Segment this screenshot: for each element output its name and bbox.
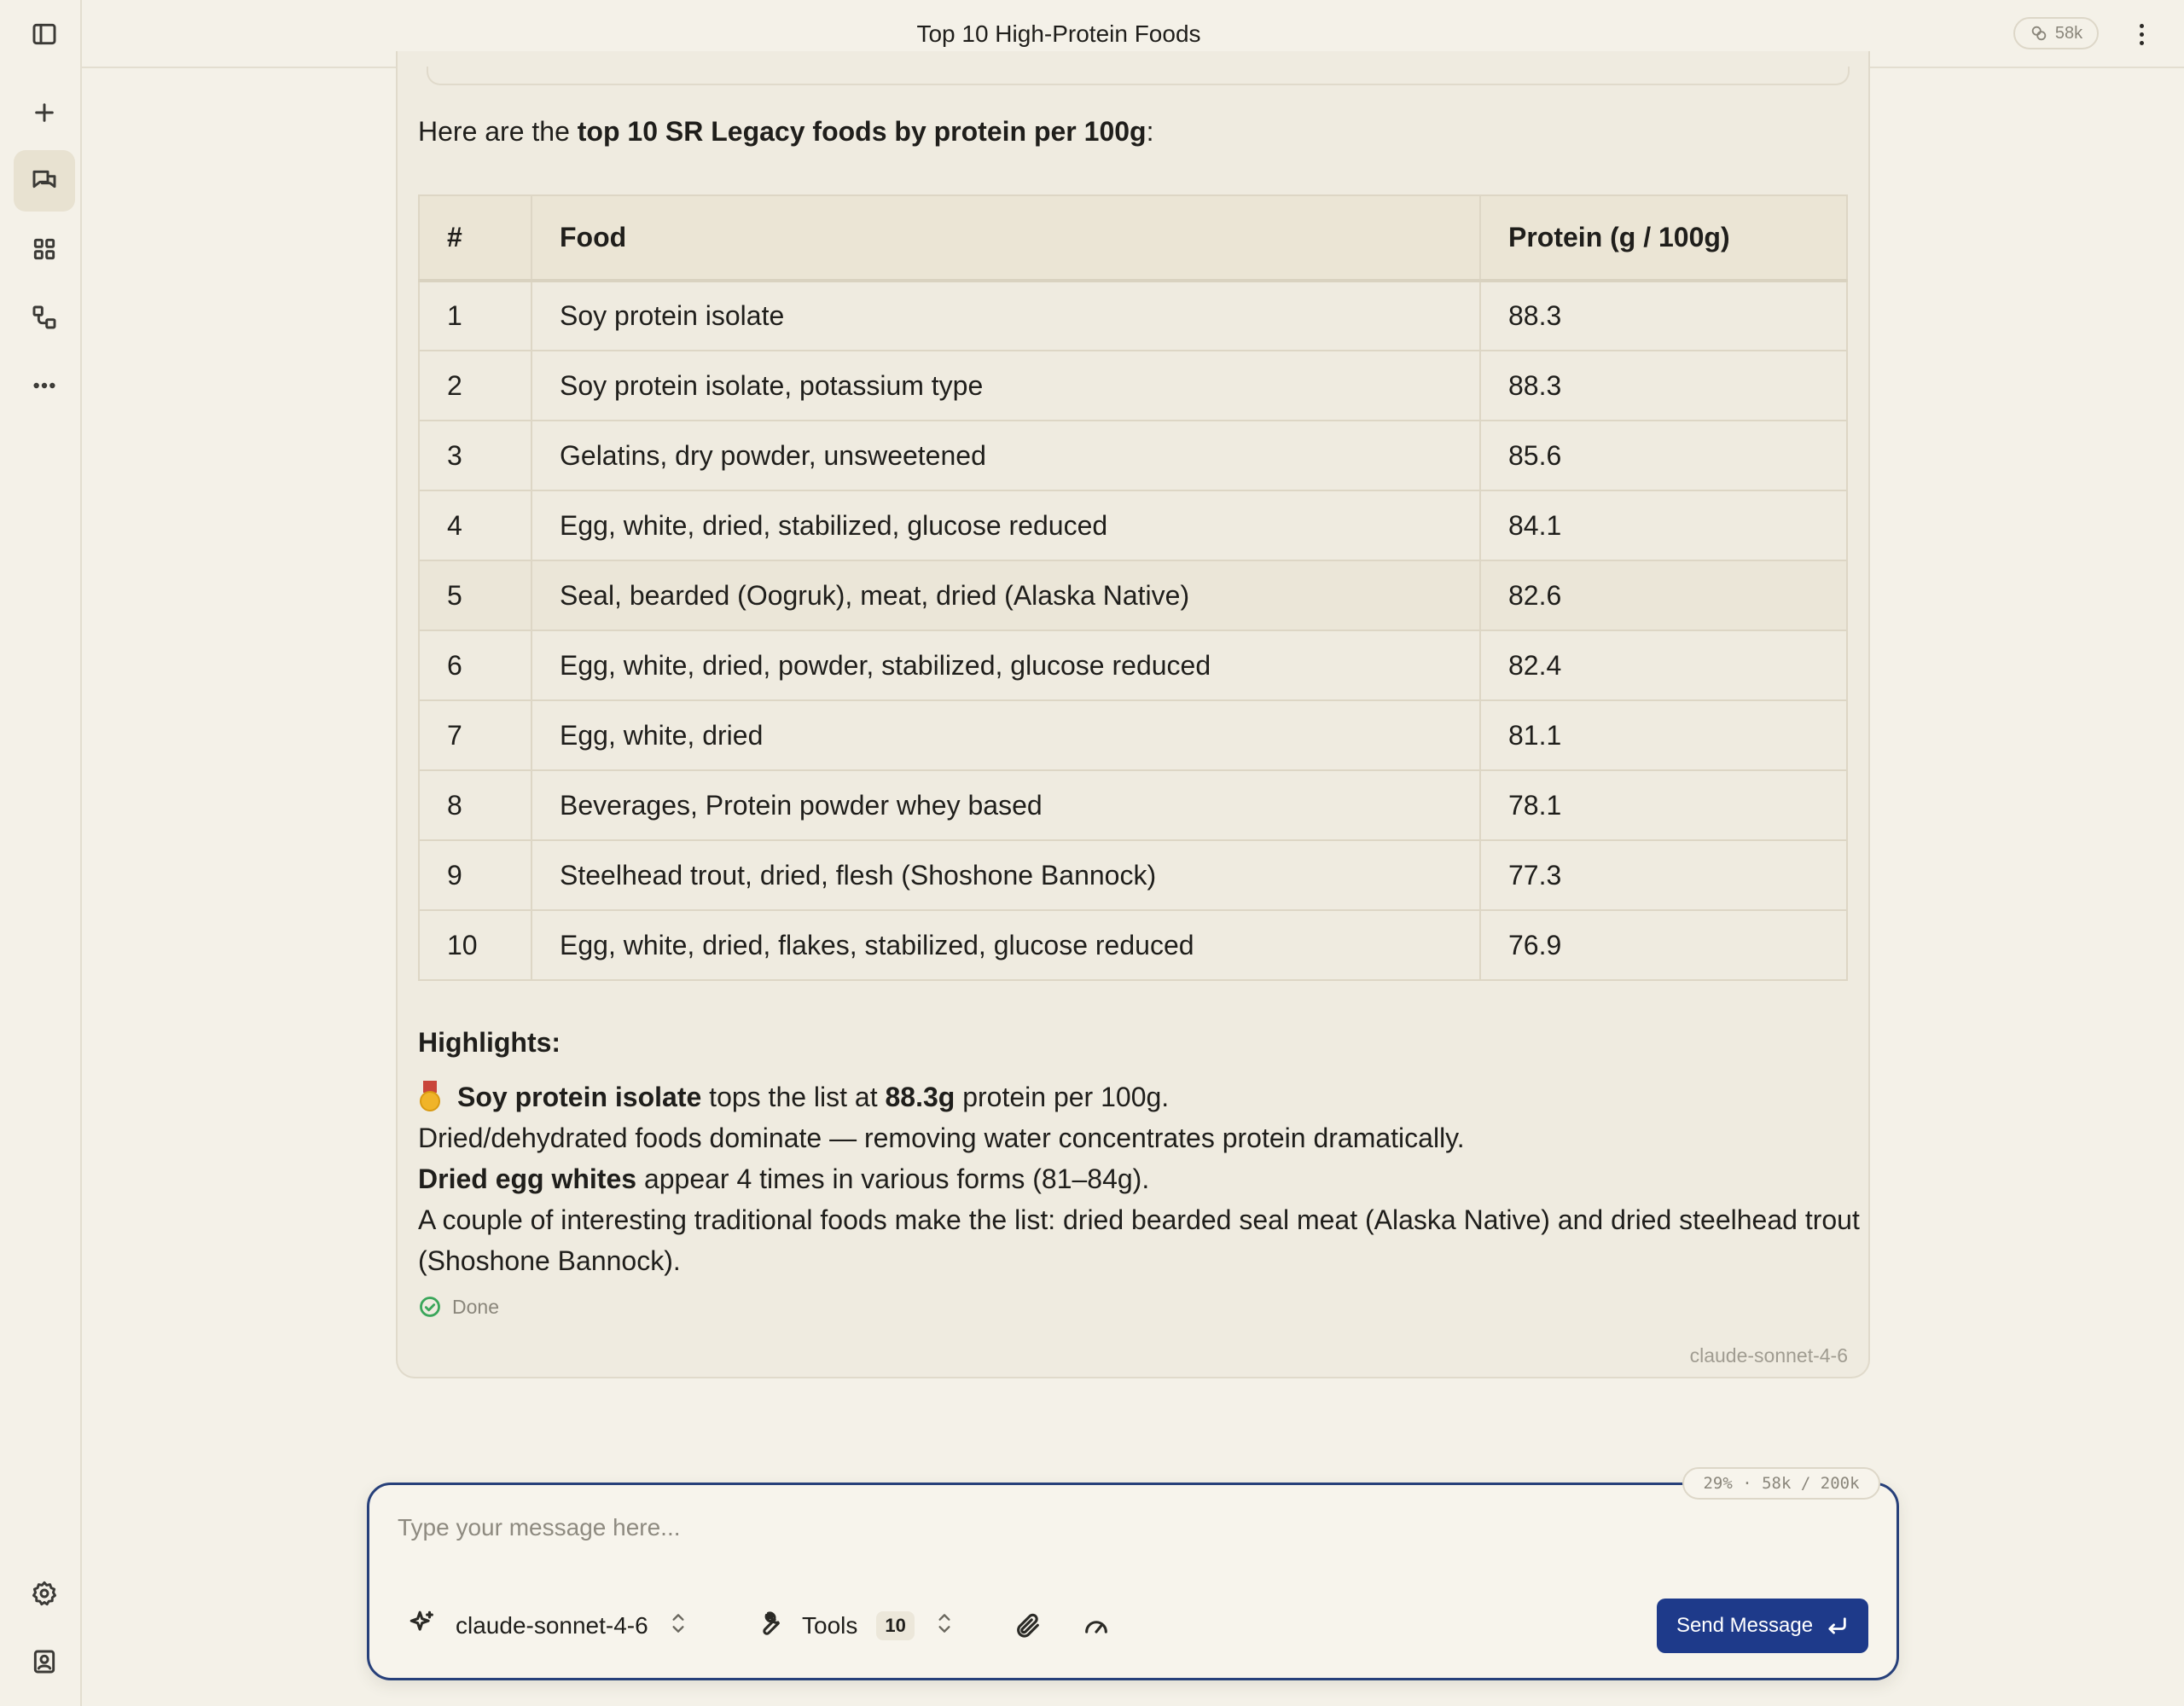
cell-rank: 4 — [419, 490, 531, 560]
tools-count-badge: 10 — [876, 1611, 914, 1640]
cell-protein: 84.1 — [1480, 490, 1847, 560]
attach-file-button[interactable] — [1014, 1600, 1043, 1651]
cell-food: Egg, white, dried, stabilized, glucose reduced — [531, 490, 1480, 560]
highlight-3-bold: Dried egg whites — [418, 1163, 637, 1194]
intro-suffix: : — [1146, 116, 1154, 147]
grid-icon — [31, 235, 58, 263]
table-row — [419, 490, 1847, 560]
highlight-line-4: A couple of interesting traditional foods make the list: dried bearded seal meat (Alaska Native) and dried steelhead trout (Shoshone Bannock). — [418, 1204, 1860, 1276]
cell-protein: 85.6 — [1480, 421, 1847, 490]
wrench-icon — [754, 1609, 783, 1644]
cell-rank: 2 — [419, 351, 531, 421]
apps-button[interactable] — [14, 218, 75, 280]
chevron-up-down-icon — [933, 1610, 956, 1642]
cell-rank: 7 — [419, 700, 531, 770]
table-row — [419, 351, 1847, 421]
highlight-1-mid: tops the list at — [701, 1082, 886, 1112]
more-button[interactable] — [14, 355, 75, 416]
cell-protein: 88.3 — [1480, 351, 1847, 421]
chevron-up-down-icon — [667, 1610, 689, 1642]
tools-selector[interactable] — [754, 1600, 956, 1651]
more-icon — [31, 372, 58, 399]
cell-rank: 10 — [419, 910, 531, 980]
table-header-row — [419, 195, 1847, 281]
cell-food: Seal, bearded (Oogruk), meat, dried (Alaska Native) — [531, 560, 1480, 630]
highlight-1-end: protein per 100g. — [955, 1082, 1170, 1112]
column-header-protein: Protein (g / 100g) — [1480, 195, 1847, 281]
cell-rank: 6 — [419, 630, 531, 700]
highlight-line-3 — [418, 1158, 1860, 1199]
table-row — [419, 770, 1847, 840]
sidebar-toggle-button[interactable] — [14, 3, 75, 65]
gauge-icon — [1082, 1611, 1111, 1640]
context-usage-pill: 29% · 58k / 200k — [1682, 1467, 1880, 1500]
enter-icon — [1825, 1614, 1849, 1638]
highlight-line-1 — [418, 1076, 1860, 1117]
message-model-label: claude-sonnet-4-6 — [1689, 1344, 1848, 1367]
table-row — [419, 910, 1847, 980]
profile-button[interactable] — [14, 1631, 75, 1692]
highlights-heading: Highlights: — [418, 1027, 561, 1058]
workflow-icon — [31, 304, 58, 331]
check-circle-icon — [418, 1295, 442, 1319]
model-selector[interactable] — [408, 1600, 689, 1651]
token-badge-label: 58k — [2054, 23, 2083, 43]
tools-label: Tools — [802, 1612, 858, 1639]
table-row — [419, 630, 1847, 700]
cell-food: Steelhead trout, dried, flesh (Shoshone Bannock) — [531, 840, 1480, 910]
cell-food: Egg, white, dried — [531, 700, 1480, 770]
previous-block-edge — [427, 67, 1850, 85]
performance-button[interactable] — [1082, 1600, 1111, 1651]
highlight-line-2: Dried/dehydrated foods dominate — removing water concentrates protein dramatically. — [418, 1123, 1465, 1153]
model-selector-label: claude-sonnet-4-6 — [456, 1612, 648, 1639]
cell-rank: 3 — [419, 421, 531, 490]
status-indicator — [418, 1295, 499, 1319]
intro-bold: top 10 SR Legacy foods by protein per 100g — [577, 116, 1147, 147]
table-row — [419, 421, 1847, 490]
cell-food: Soy protein isolate, potassium type — [531, 351, 1480, 421]
chats-button[interactable] — [14, 150, 75, 212]
settings-button[interactable] — [14, 1563, 75, 1624]
cell-food: Soy protein isolate — [531, 281, 1480, 351]
gear-icon — [31, 1580, 58, 1607]
column-header-food: Food — [531, 195, 1480, 281]
highlight-3-end: appear 4 times in various forms (81–84g). — [636, 1163, 1150, 1194]
protein-foods-table — [418, 194, 1848, 981]
sidebar-toggle-icon — [31, 20, 58, 48]
workflow-button[interactable] — [14, 287, 75, 348]
kebab-menu-icon — [2140, 24, 2144, 28]
chats-icon — [31, 167, 58, 194]
cell-rank: 5 — [419, 560, 531, 630]
conversation-title: Top 10 High-Protein Foods — [916, 20, 1201, 47]
tokens-icon — [2030, 24, 2048, 43]
table-row — [419, 700, 1847, 770]
send-button-label: Send Message — [1676, 1614, 1814, 1637]
table-row — [419, 281, 1847, 351]
cell-food: Egg, white, dried, flakes, stabilized, glucose reduced — [531, 910, 1480, 980]
cell-food: Gelatins, dry powder, unsweetened — [531, 421, 1480, 490]
cell-rank: 9 — [419, 840, 531, 910]
cell-food: Egg, white, dried, powder, stabilized, glucose reduced — [531, 630, 1480, 700]
cell-rank: 1 — [419, 281, 531, 351]
cell-protein: 76.9 — [1480, 910, 1847, 980]
cell-protein: 82.4 — [1480, 630, 1847, 700]
column-header-rank: # — [419, 195, 531, 281]
plus-icon — [31, 99, 58, 126]
highlights-list — [418, 1076, 1860, 1281]
send-message-button[interactable] — [1657, 1599, 1868, 1653]
table-row — [419, 560, 1847, 630]
cell-protein: 81.1 — [1480, 700, 1847, 770]
token-usage-badge[interactable] — [2013, 17, 2099, 49]
paperclip-icon — [1014, 1611, 1043, 1640]
table-row — [419, 840, 1847, 910]
status-label: Done — [452, 1295, 499, 1318]
highlight-1-bold: Soy protein isolate — [457, 1082, 702, 1112]
cell-protein: 82.6 — [1480, 560, 1847, 630]
highlight-1-value: 88.3g — [885, 1082, 956, 1112]
more-options-button[interactable] — [2124, 17, 2158, 51]
cell-protein: 78.1 — [1480, 770, 1847, 840]
sidebar — [0, 0, 82, 1706]
message-input[interactable] — [398, 1508, 1848, 1547]
cell-rank: 8 — [419, 770, 531, 840]
first-place-medal-icon — [418, 1081, 442, 1111]
intro-prefix: Here are the — [418, 116, 578, 147]
sparkle-icon — [408, 1609, 437, 1644]
cell-food: Beverages, Protein powder whey based — [531, 770, 1480, 840]
new-chat-button[interactable] — [14, 82, 75, 143]
contact-icon — [31, 1648, 58, 1675]
cell-protein: 77.3 — [1480, 840, 1847, 910]
cell-protein: 88.3 — [1480, 281, 1847, 351]
message-intro — [418, 116, 1153, 148]
